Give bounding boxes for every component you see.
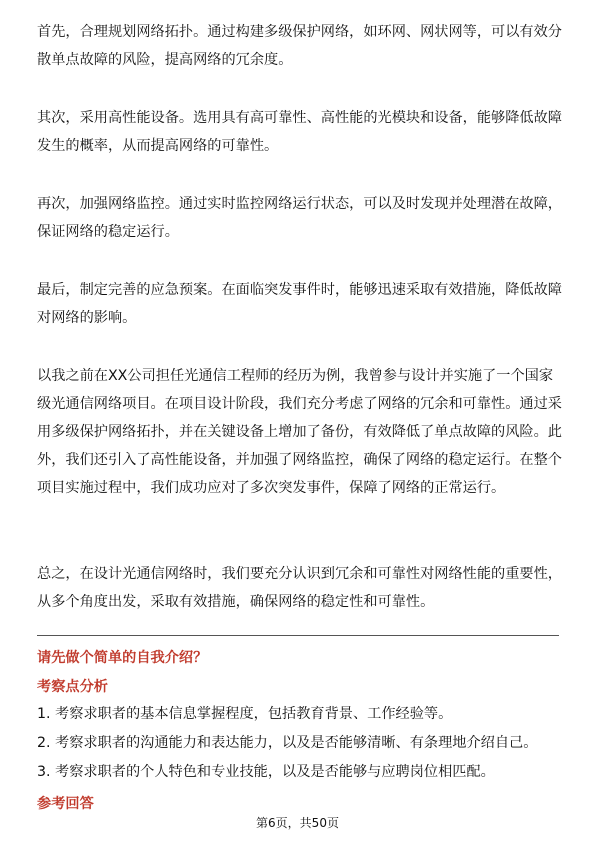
- paragraph-network-topology: 首先，合理规划网络拓扑。通过构建多级保护网络，如环网、网状网等，可以有效分散单点故障的风险，提高网络的冗余度。: [37, 24, 562, 68]
- question-heading: 请先做个简单的自我介绍？: [37, 650, 208, 666]
- answer-heading: 参考回答: [37, 796, 94, 812]
- paragraph-conclusion: 总之，在设计光通信网络时，我们要充分认识到冗余和可靠性对网络性能的重要性，从多个角度出发，采取有效措施，确保网络的稳定性和可靠性。: [37, 566, 562, 610]
- paragraph-project-experience: 以我之前在XX公司担任光通信工程师的经历为例，我曾参与设计并实施了一个国家级光通信网络项目。在项目设计阶段，我们充分考虑了网络的冗余和可靠性。通过采用多级保护网络拓扑，并在关键设备上增加了备份，有效降低了单点故障的风险。此外，我们还引入了高性能设备，并加强了网络监控，确保了网络的稳定运行。在整个项目实施过程中，我们成功应对了多次突发事件，保障了网络的正常运行。: [37, 368, 562, 496]
- paragraph-high-performance-equipment: 其次，采用高性能设备。选用具有高可靠性、高性能的光模块和设备，能够降低故障发生的概率，从而提高网络的可靠性。: [37, 110, 562, 154]
- analysis-item-1: 1. 考察求职者的基本信息掌握程度，包括教育背景、工作经验等。: [37, 706, 453, 722]
- page-footer: 第6页，共50页: [256, 816, 339, 830]
- paragraph-network-monitoring: 再次，加强网络监控。通过实时监控网络运行状态，可以及时发现并处理潜在故障，保证网络的稳定运行。: [37, 196, 562, 240]
- analysis-item-2: 2. 考察求职者的沟通能力和表达能力，以及是否能够清晰、有条理地介绍自己。: [37, 735, 538, 751]
- paragraph-emergency-plan: 最后，制定完善的应急预案。在面临突发事件时，能够迅速采取有效措施，降低故障对网络的影响。: [37, 282, 562, 326]
- analysis-heading: 考察点分析: [37, 679, 108, 695]
- analysis-item-3: 3. 考察求职者的个人特色和专业技能，以及是否能够与应聘岗位相匹配。: [37, 764, 495, 780]
- section-divider: [37, 635, 559, 636]
